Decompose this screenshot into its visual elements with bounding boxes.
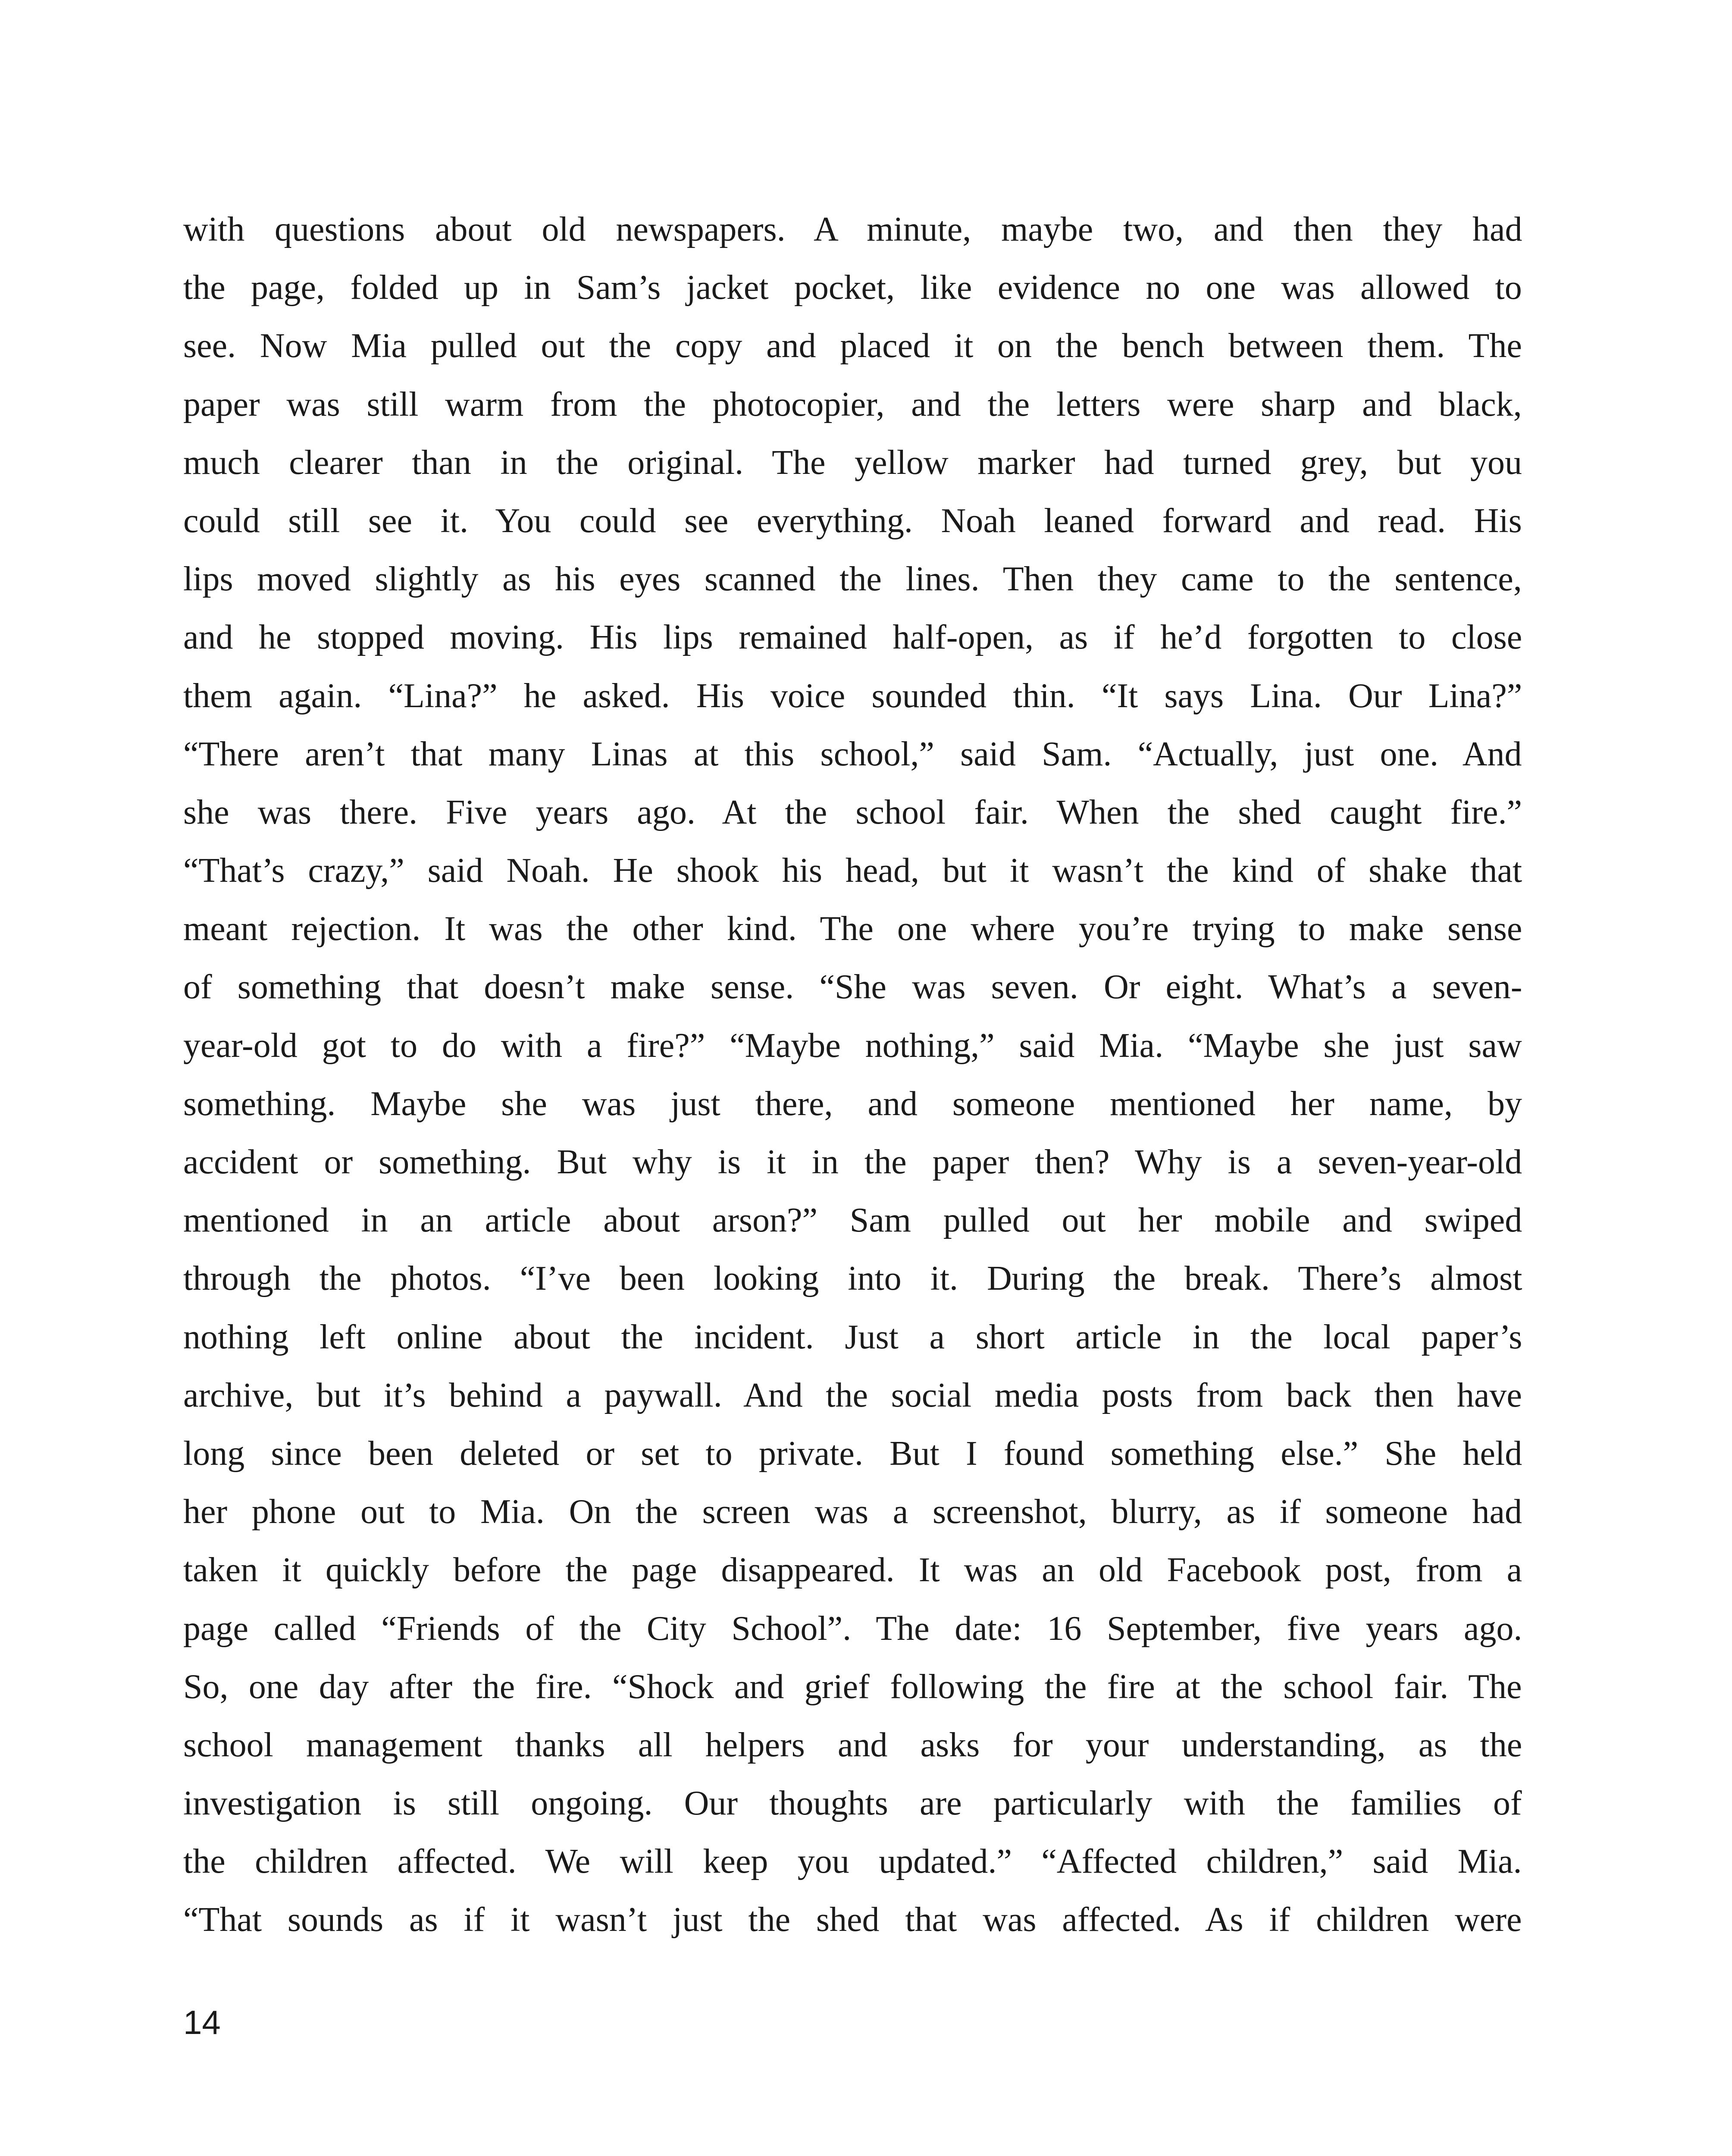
text-line: investigation is still ongoing. Our thoughts are particularly with the families of — [183, 1784, 1522, 1823]
body-text — [183, 201, 1522, 1949]
text-line: and he stopped moving. His lips remained half-open, as if he’d forgotten to close — [183, 618, 1522, 657]
text-line: long since been deleted or set to private. But I found something else.” She held — [183, 1434, 1522, 1473]
text-line: her phone out to Mia. On the screen was a screenshot, blurry, as if someone had — [183, 1493, 1522, 1531]
text-line: she was there. Five years ago. At the school fair. When the shed caught fire.” — [183, 793, 1522, 831]
text-line: “That’s crazy,” said Noah. He shook his head, but it wasn’t the kind of shake that — [183, 852, 1522, 890]
text-line: page called “Friends of the City School”. The date: 16 September, five years ago. — [183, 1609, 1522, 1648]
text-line: year-old got to do with a fire?” “Maybe nothing,” said Mia. “Maybe she just saw — [183, 1026, 1522, 1065]
text-line: nothing left online about the incident. Just a short article in the local paper’s — [183, 1318, 1522, 1356]
text-line: much clearer than in the original. The yellow marker had turned grey, but you — [183, 443, 1522, 482]
text-line: lips moved slightly as his eyes scanned the lines. Then they came to the sentence, — [183, 560, 1522, 599]
text-line: paper was still warm from the photocopier, and the letters were sharp and black, — [183, 385, 1522, 423]
text-line: “That sounds as if it wasn’t just the shed that was affected. As if children were — [183, 1901, 1522, 1939]
text-line: of something that doesn’t make sense. “She was seven. Or eight. What’s a seven- — [183, 968, 1522, 1006]
text-line: mentioned in an article about arson?” Sam pulled out her mobile and swiped — [183, 1201, 1522, 1240]
text-line: meant rejection. It was the other kind. The one where you’re trying to make sense — [183, 910, 1522, 948]
page-number: 14 — [183, 2003, 221, 2041]
text-line: could still see it. You could see everything. Noah leaned forward and read. His — [183, 501, 1522, 540]
text-line: accident or something. But why is it in the paper then? Why is a seven-year-old — [183, 1143, 1522, 1181]
text-line: So, one day after the fire. “Shock and grief following the fire at the school fair. The — [183, 1667, 1522, 1706]
text-line: see. Now Mia pulled out the copy and placed it on the bench between them. The — [183, 327, 1522, 365]
text-line: school management thanks all helpers and asks for your understanding, as the — [183, 1726, 1522, 1764]
text-line: archive, but it’s behind a paywall. And the social media posts from back then have — [183, 1376, 1522, 1414]
text-line: the page, folded up in Sam’s jacket pocket, like evidence no one was allowed to — [183, 269, 1522, 307]
text-line: them again. “Lina?” he asked. His voice sounded thin. “It says Lina. Our Lina?” — [183, 677, 1522, 715]
text-line: through the photos. “I’ve been looking into it. During the break. There’s almost — [183, 1260, 1522, 1298]
text-line: taken it quickly before the page disappeared. It was an old Facebook post, from a — [183, 1551, 1522, 1589]
text-line: with questions about old newspapers. A minute, maybe two, and then they had — [183, 210, 1522, 248]
text-line: something. Maybe she was just there, and someone mentioned her name, by — [183, 1084, 1522, 1123]
text-line: the children affected. We will keep you updated.” “Affected children,” said Mia. — [183, 1843, 1522, 1881]
text-line: “There aren’t that many Linas at this school,” said Sam. “Actually, just one. And — [183, 735, 1522, 773]
